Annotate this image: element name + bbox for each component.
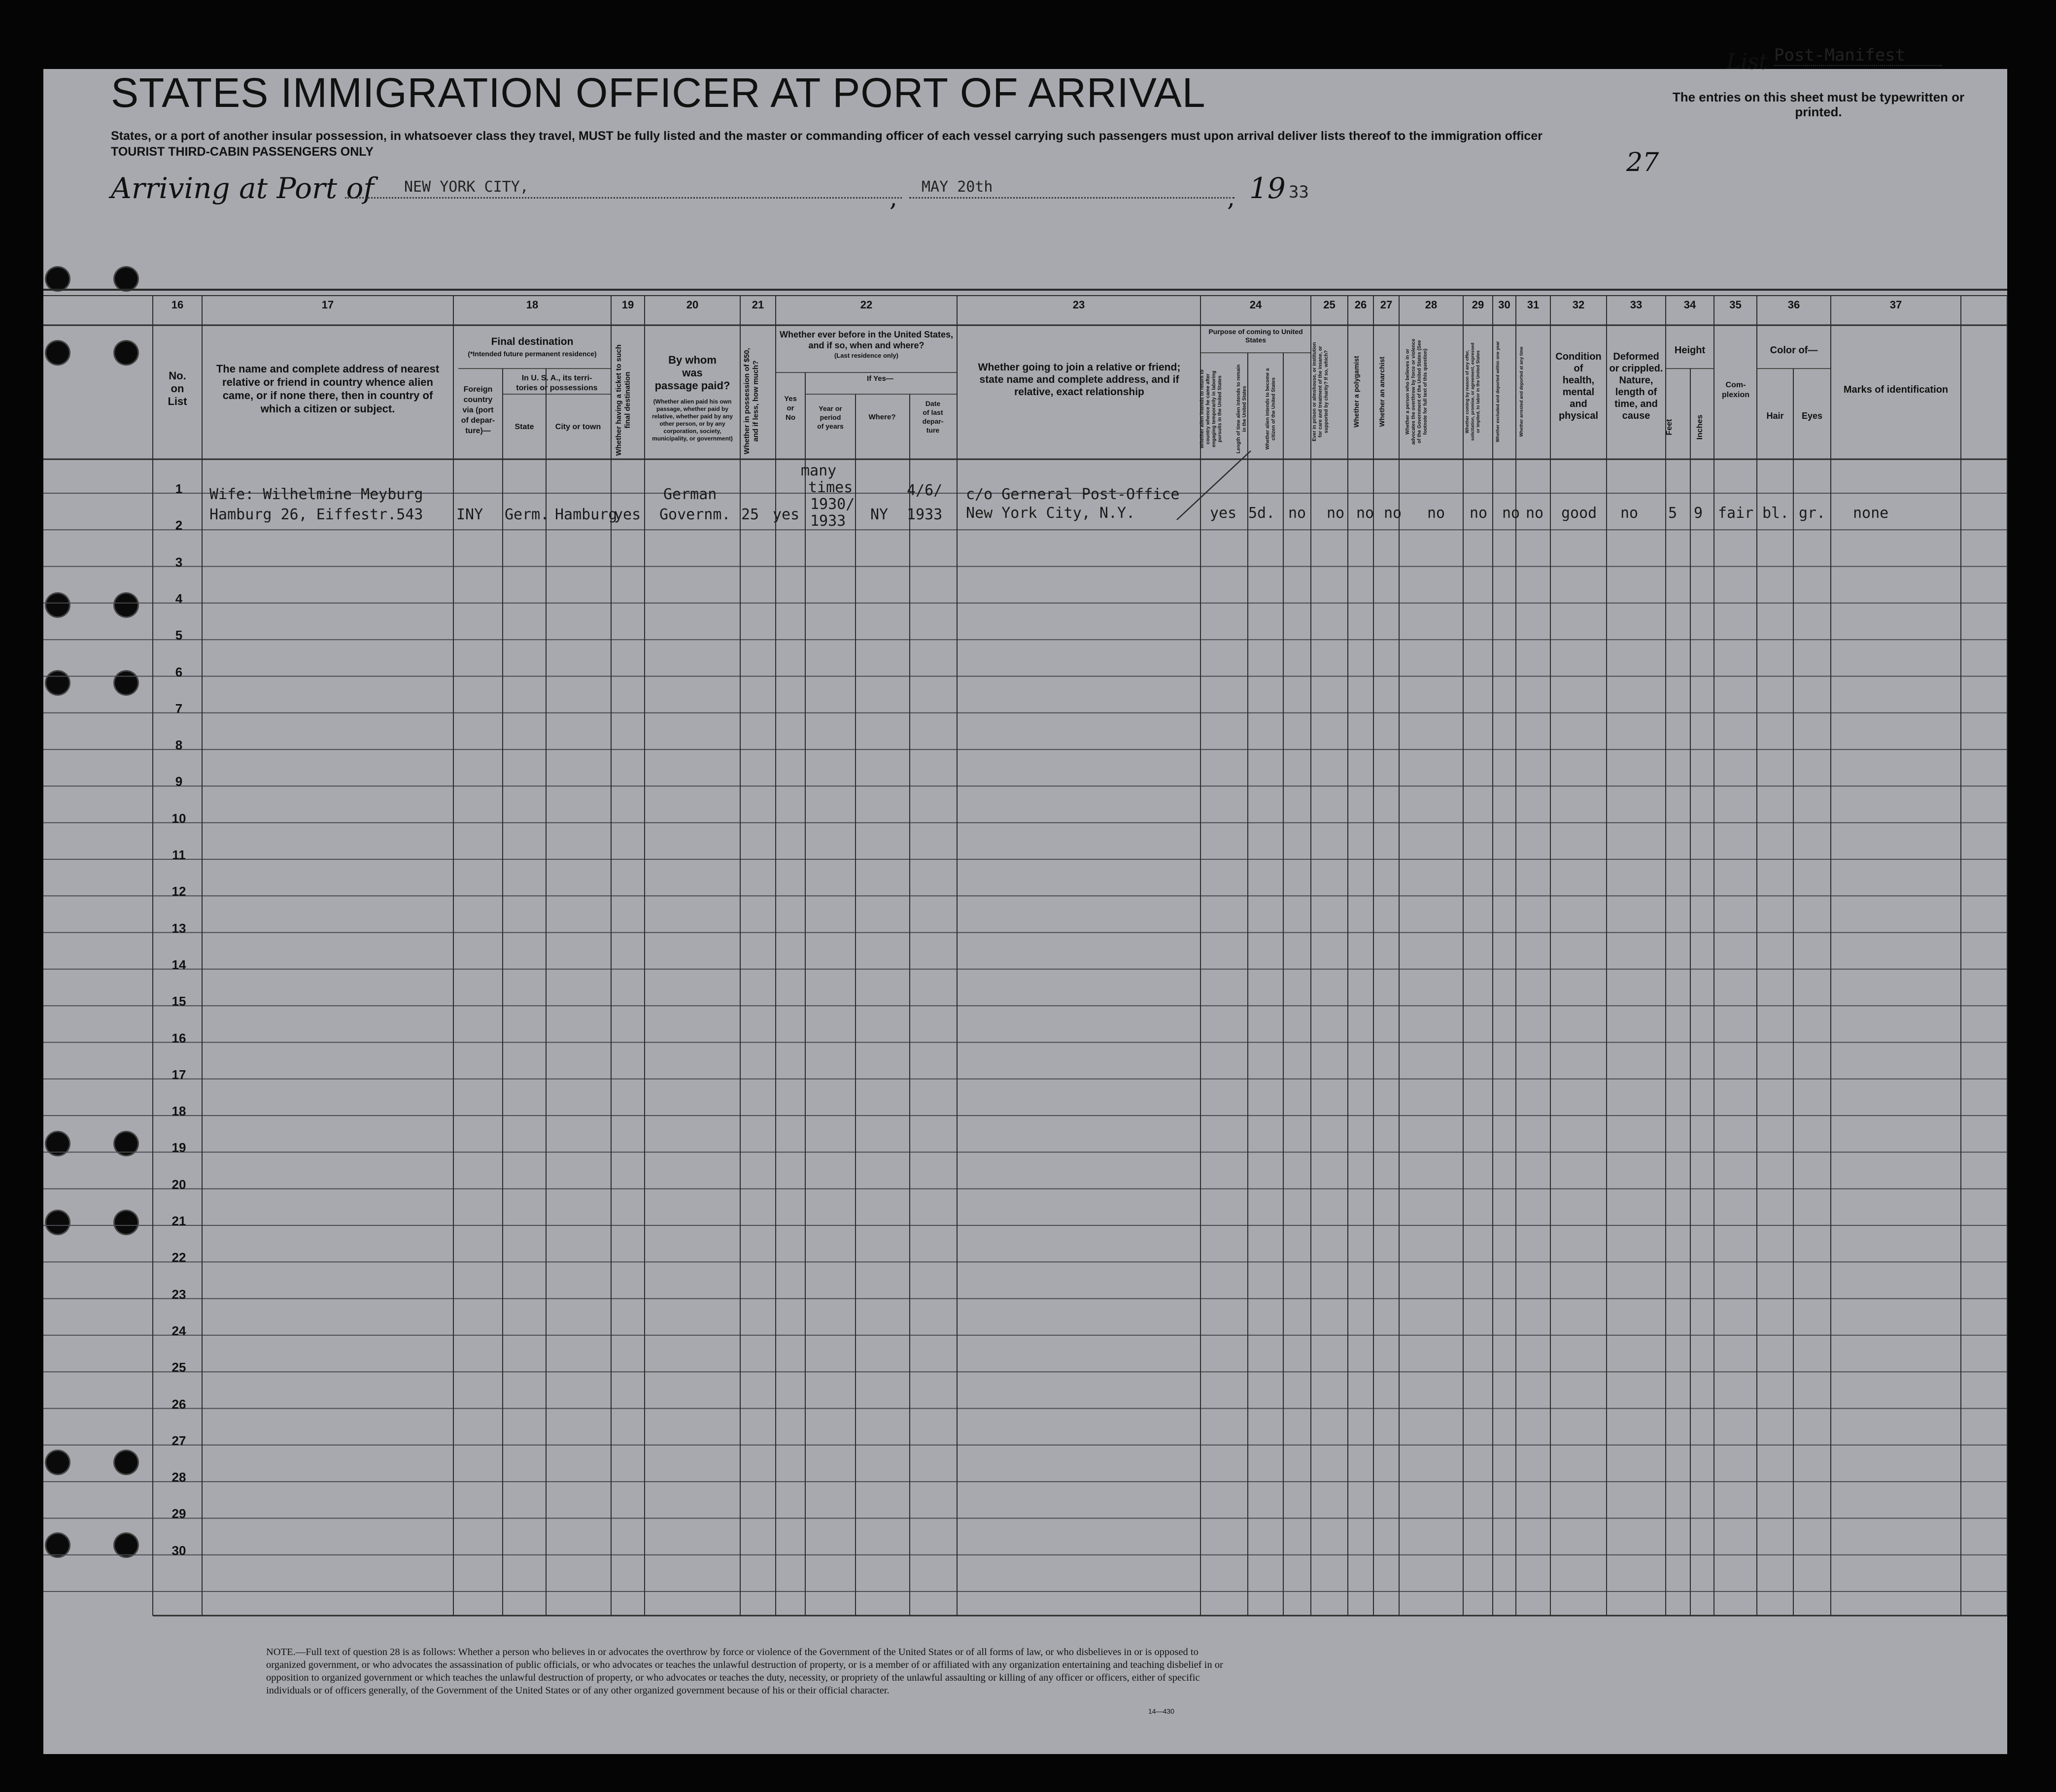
header-date-departure: Date of last depar- ture xyxy=(922,400,944,434)
row-number: 17 xyxy=(171,1067,186,1082)
separator: , xyxy=(890,183,897,212)
row-number: 19 xyxy=(171,1140,186,1155)
header-prison: Ever in prison or almshouse, or institution for care and treatment of the insane, or supported by charity? If so, which? xyxy=(1312,342,1329,441)
entry-polygamist: no xyxy=(1356,505,1374,522)
list-label: List xyxy=(1726,49,1768,74)
row-number: 11 xyxy=(172,847,186,862)
entry-return-intent: yes xyxy=(1210,505,1237,522)
entries-note: The entries on this sheet must be typewritten or printed. xyxy=(1672,90,1965,119)
year-prefix: 19 xyxy=(1249,171,1286,205)
page-title: STATES IMMIGRATION OFFICER AT PORT OF ARRIVAL xyxy=(111,69,1206,116)
row-number: 23 xyxy=(171,1286,186,1302)
entry-paid-by: Governm. xyxy=(659,506,731,523)
row-number: 13 xyxy=(171,920,186,936)
column-number: 29 xyxy=(1472,299,1484,311)
column-number: 30 xyxy=(1498,299,1510,311)
header-q29: Whether coming by reason of any offer, solicitation, promise, or agreement, expressed or implied, to labor in the United States xyxy=(1465,342,1480,441)
entry-citizen-intent: no xyxy=(1288,505,1306,522)
header-final-destination-sub: (*Intended future permanent residence) xyxy=(468,350,597,358)
entry-departure-date: 4/6/ xyxy=(907,482,943,499)
entry-deformed: no xyxy=(1620,505,1639,522)
entry-prison: no xyxy=(1327,505,1345,522)
row-number: 24 xyxy=(171,1323,186,1338)
list-value: Post-Manifest xyxy=(1774,45,1942,66)
column-number: 18 xyxy=(526,299,539,311)
row-number: 20 xyxy=(171,1177,186,1192)
row-number: 6 xyxy=(175,664,183,679)
entry-inches: 9 xyxy=(1694,505,1703,522)
row-number: 29 xyxy=(171,1506,186,1522)
header-possession-50: Whether in possession of $50, and if less, how much? xyxy=(743,348,760,454)
header-if-yes: If Yes— xyxy=(867,374,893,383)
row-number: 8 xyxy=(175,738,183,753)
row-number: 10 xyxy=(171,811,186,826)
row-number: 9 xyxy=(175,774,183,789)
entry-feet: 5 xyxy=(1668,505,1678,522)
header-height: Height xyxy=(1674,345,1706,356)
entry-joining: c/o Gerneral Post-Office xyxy=(966,486,1180,503)
header-where: Where? xyxy=(868,413,896,421)
header-deformed: Deformed or crippled. Nature, length of time, and cause xyxy=(1609,351,1663,421)
row-number: 18 xyxy=(171,1104,186,1119)
entry-q30: no xyxy=(1502,505,1520,522)
header-year-period: Year or period of years xyxy=(817,405,844,430)
column-number: 24 xyxy=(1249,299,1262,311)
column-number: 32 xyxy=(1572,299,1585,311)
entry-money: 25 xyxy=(741,506,759,523)
header-polygamist: Whether a polygamist xyxy=(1352,356,1360,428)
arrival-port: NEW YORK CITY, xyxy=(404,178,529,196)
entry-length-of-stay: 5d. xyxy=(1248,505,1275,522)
column-number: 35 xyxy=(1729,299,1742,311)
row-number: 27 xyxy=(171,1433,186,1448)
column-number: 31 xyxy=(1527,299,1540,311)
row-number: 2 xyxy=(175,518,183,533)
separator: , xyxy=(1227,183,1235,212)
entry-state: Germ. xyxy=(505,506,549,523)
column-number: 22 xyxy=(860,299,873,311)
column-number: 19 xyxy=(621,299,634,311)
header-eyes: Eyes xyxy=(1801,411,1823,421)
column-number: 27 xyxy=(1380,299,1393,311)
header-purpose-citizen: Whether alien intends to become a citizen of the United States xyxy=(1265,368,1276,450)
entry-hair: bl. xyxy=(1762,505,1789,522)
row-number: 3 xyxy=(175,554,183,570)
header-color-of: Color of— xyxy=(1770,345,1818,356)
entry-paid-by: German xyxy=(663,486,717,503)
column-number: 36 xyxy=(1787,299,1800,311)
row-number: 5 xyxy=(175,628,183,643)
form-number: 14—430 xyxy=(1148,1707,1174,1715)
header-city: City or town xyxy=(555,423,601,431)
header-ever-before-sub: (Last residence only) xyxy=(834,352,899,359)
column-number: 26 xyxy=(1354,299,1367,311)
column-number: 20 xyxy=(686,299,699,311)
row-number: 14 xyxy=(171,957,186,972)
entry-departure-date: 1933 xyxy=(907,506,943,523)
header-purpose: Purpose of coming to United States xyxy=(1208,328,1303,344)
header-feet: Feet xyxy=(1665,419,1674,436)
passenger-class-line: TOURIST THIRD-CABIN PASSENGERS ONLY xyxy=(111,145,374,159)
entry-anarchist: no xyxy=(1384,505,1402,522)
header-ticket: Whether having a ticket to such final destination xyxy=(615,344,632,456)
column-number: 28 xyxy=(1425,299,1438,311)
header-inches: Inches xyxy=(1696,414,1704,440)
entry-foreign-country: INY xyxy=(456,506,483,523)
entry-joining: New York City, N.Y. xyxy=(966,505,1135,522)
header-purpose-length: Length of time alien intends to remain in the United States xyxy=(1236,364,1247,454)
entry-period: 1933 xyxy=(810,512,846,530)
entry-ticket: yes xyxy=(614,506,641,523)
header-by-whom: By whom was passage paid? xyxy=(654,354,730,392)
header-complexion: Com- plexion xyxy=(1721,381,1749,399)
entry-relative-address: Hamburg 26, Eiffestr.543 xyxy=(209,506,423,523)
entry-city: Hamburg xyxy=(555,506,617,523)
row-number: 21 xyxy=(171,1214,186,1228)
column-number: 33 xyxy=(1630,299,1643,311)
header-in-usa: In U. S. A., its terri- tories or possessions xyxy=(516,374,598,392)
sheet-number: 27 xyxy=(1626,148,1659,177)
entry-period: 1930/ xyxy=(810,496,855,513)
header-final-destination: Final destination xyxy=(491,336,574,347)
header-foreign-country: Foreign country via (port of depar- ture)— xyxy=(461,385,495,435)
entry-where: NY xyxy=(870,506,889,523)
header-q31: Whether arrested and deported at any time xyxy=(1519,346,1524,437)
header-purpose-return: Whether alien intends to return to country whence he came after engaging temporarily in laboring pursuits in the United States xyxy=(1199,370,1223,449)
header-q30: Whether excluded and deported within one year xyxy=(1495,341,1500,442)
entry-period: times xyxy=(808,479,853,496)
header-marks: Marks of identification xyxy=(1843,384,1949,395)
instructions-line: States, or a port of another insular possession, in whatsoever class they travel, MUST be fully listed and the master or commanding officer of each vessel carrying such passengers must upon arrival deliver lists thereof to the immigration officer xyxy=(111,129,1542,143)
row-number: 1 xyxy=(175,481,183,496)
row-number: 4 xyxy=(175,591,183,606)
entry-q29: no xyxy=(1470,505,1488,522)
row-number: 26 xyxy=(171,1396,186,1412)
row-number: 12 xyxy=(171,884,186,899)
footnote: NOTE.—Full text of question 28 is as follows: Whether a person who believes in or advocates the overthrow by force or violence of the Government of the United States or of all forms of law, or who disbelieves in or is opposed to organized government, or who advocates the assassination of public officials, or who advocates or teaches the unlawful destruction of property, or is a member of or affiliated with any organization entertaining and teaching disbelief in or opposition to organized government or which teaches the unlawful destruction of property, or who advocates or teaches the duty, necessity, or propriety of the unlawful assaulting or killing of any officer or officers, either of specific individuals or of officers generally, of the Government of the United States or of any other organized government because of his or their official character. xyxy=(266,1647,1223,1696)
row-number: 30 xyxy=(171,1543,186,1558)
entry-eyes: gr. xyxy=(1799,505,1826,522)
column-number: 25 xyxy=(1323,299,1336,311)
header-anarchist: Whether an anarchist xyxy=(1378,356,1386,427)
entry-complexion: fair xyxy=(1718,505,1754,522)
entry-health: good xyxy=(1561,505,1597,522)
column-number: 16 xyxy=(171,299,184,311)
arrival-date: MAY 20th xyxy=(922,178,993,196)
header-health: Condition of health, mental and physical xyxy=(1555,351,1602,421)
row-number: 25 xyxy=(171,1360,186,1375)
row-number: 7 xyxy=(175,701,183,716)
header-join-relative: Whether going to join a relative or friend; state name and complete address, and if relative, exact relationship xyxy=(978,362,1181,398)
column-number: 37 xyxy=(1889,299,1902,311)
entry-q31: no xyxy=(1526,505,1544,522)
header-yes-no: Yes or No xyxy=(784,395,797,422)
header-q28: Whether a person who believes in or advocates the overthrow by force or violence of the Government of the United States (See footnote for full text of this question) xyxy=(1405,338,1428,445)
header-by-whom-sub: (Whether alien paid his own passage, whether paid by relative, whether paid by any other person, or by any corporation, society, municipality, or government) xyxy=(651,398,733,442)
column-number: 34 xyxy=(1683,299,1696,311)
entry-ever-before: yes xyxy=(773,506,800,523)
header-nearest-relative: The name and complete address of nearest relative or friend in country whence alien came, or if none there, then in country of which a citizen or subject. xyxy=(216,363,440,415)
column-number: 17 xyxy=(321,299,334,311)
header-state: State xyxy=(514,423,534,431)
entry-q28: no xyxy=(1427,505,1445,522)
header-no-on-list: No. on List xyxy=(168,370,187,407)
row-number: 22 xyxy=(171,1250,186,1265)
arriving-label: Arriving at Port of xyxy=(111,171,374,205)
entry-period: many xyxy=(801,462,837,479)
row-number: 16 xyxy=(171,1030,186,1046)
entry-relative-name: Wife: Wilhelmine Meyburg xyxy=(209,486,423,503)
year-suffix: 33 xyxy=(1289,182,1309,202)
row-number: 15 xyxy=(171,994,186,1009)
column-number: 23 xyxy=(1072,299,1085,311)
row-number: 28 xyxy=(171,1470,186,1485)
header-hair: Hair xyxy=(1766,411,1784,421)
entry-marks: none xyxy=(1853,505,1889,522)
column-number: 21 xyxy=(752,299,764,311)
header-ever-before: Whether ever before in the United States, and if so, when and where? xyxy=(779,330,954,350)
